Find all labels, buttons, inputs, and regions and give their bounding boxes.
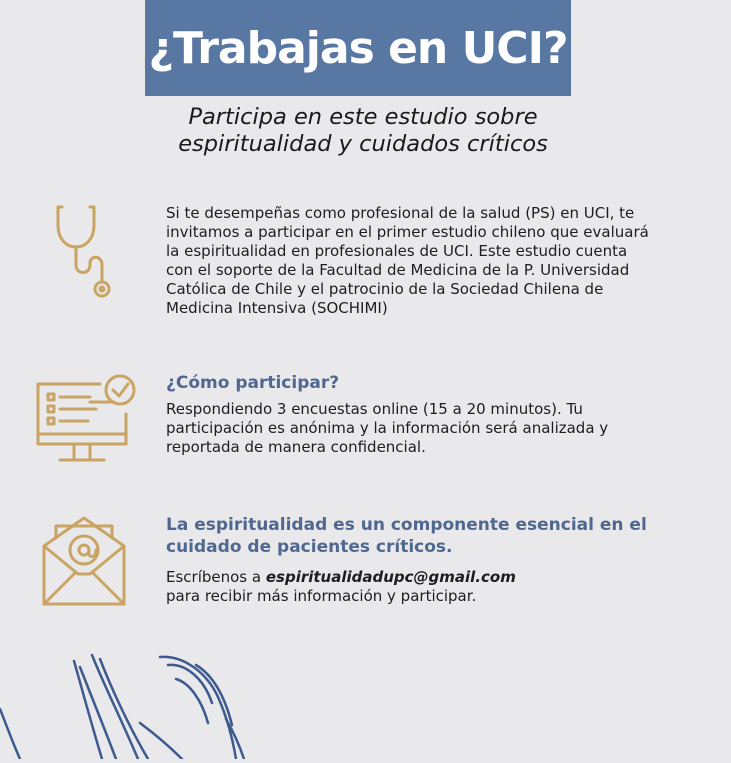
title-banner	[145, 0, 571, 96]
participate-line: Respondiendo 3 encuestas online (15 a 20 minutos). Tu	[166, 400, 583, 418]
intro-paragraph	[166, 204, 706, 318]
contact-prefix: Escríbenos a	[166, 568, 266, 586]
intro-line: Católica de Chile y el patrocinio de la Sociedad Chilena de	[166, 280, 604, 298]
how-to-participate-title-text: ¿Cómo participar?	[166, 373, 340, 393]
stethoscope-icon	[52, 203, 122, 305]
intro-line: la espiritualidad en profesionales de UCI. Este estudio cuenta	[166, 242, 628, 260]
intro-line: invitamos a participar en el primer estudio chileno que evaluará	[166, 223, 649, 241]
contact-line-1	[166, 568, 516, 587]
participate-line: reportada de manera confidencial.	[166, 438, 426, 456]
page-title: ¿Trabajas en UCI?	[148, 22, 568, 74]
spirituality-line-1: La espiritualidad es un componente esencial en el	[166, 515, 647, 535]
email-envelope-icon	[40, 512, 128, 608]
intro-line: con el soporte de la Facultad de Medicina de la P. Universidad	[166, 261, 630, 279]
contact-line-2: para recibir más información y participar.	[166, 587, 477, 605]
contact-info	[166, 568, 516, 606]
decorative-line-art	[0, 649, 300, 763]
how-to-participate-title	[166, 372, 339, 394]
subtitle-line-2: espiritualidad y cuidados críticos	[178, 131, 548, 157]
spirituality-line-2: cuidado de pacientes críticos.	[166, 537, 453, 557]
survey-monitor-icon	[34, 372, 140, 468]
how-to-participate-body	[166, 400, 608, 457]
spirituality-statement	[166, 514, 647, 558]
intro-line: Medicina Intensiva (SOCHIMI)	[166, 299, 388, 317]
intro-line: Si te desempeñas como profesional de la salud (PS) en UCI, te	[166, 204, 635, 222]
participate-line: participación es anónima y la información será analizada y	[166, 419, 609, 437]
subtitle	[140, 104, 586, 158]
subtitle-line-1: Participa en este estudio sobre	[188, 104, 538, 130]
email-link[interactable]: espiritualidadupc@gmail.com	[265, 568, 516, 586]
